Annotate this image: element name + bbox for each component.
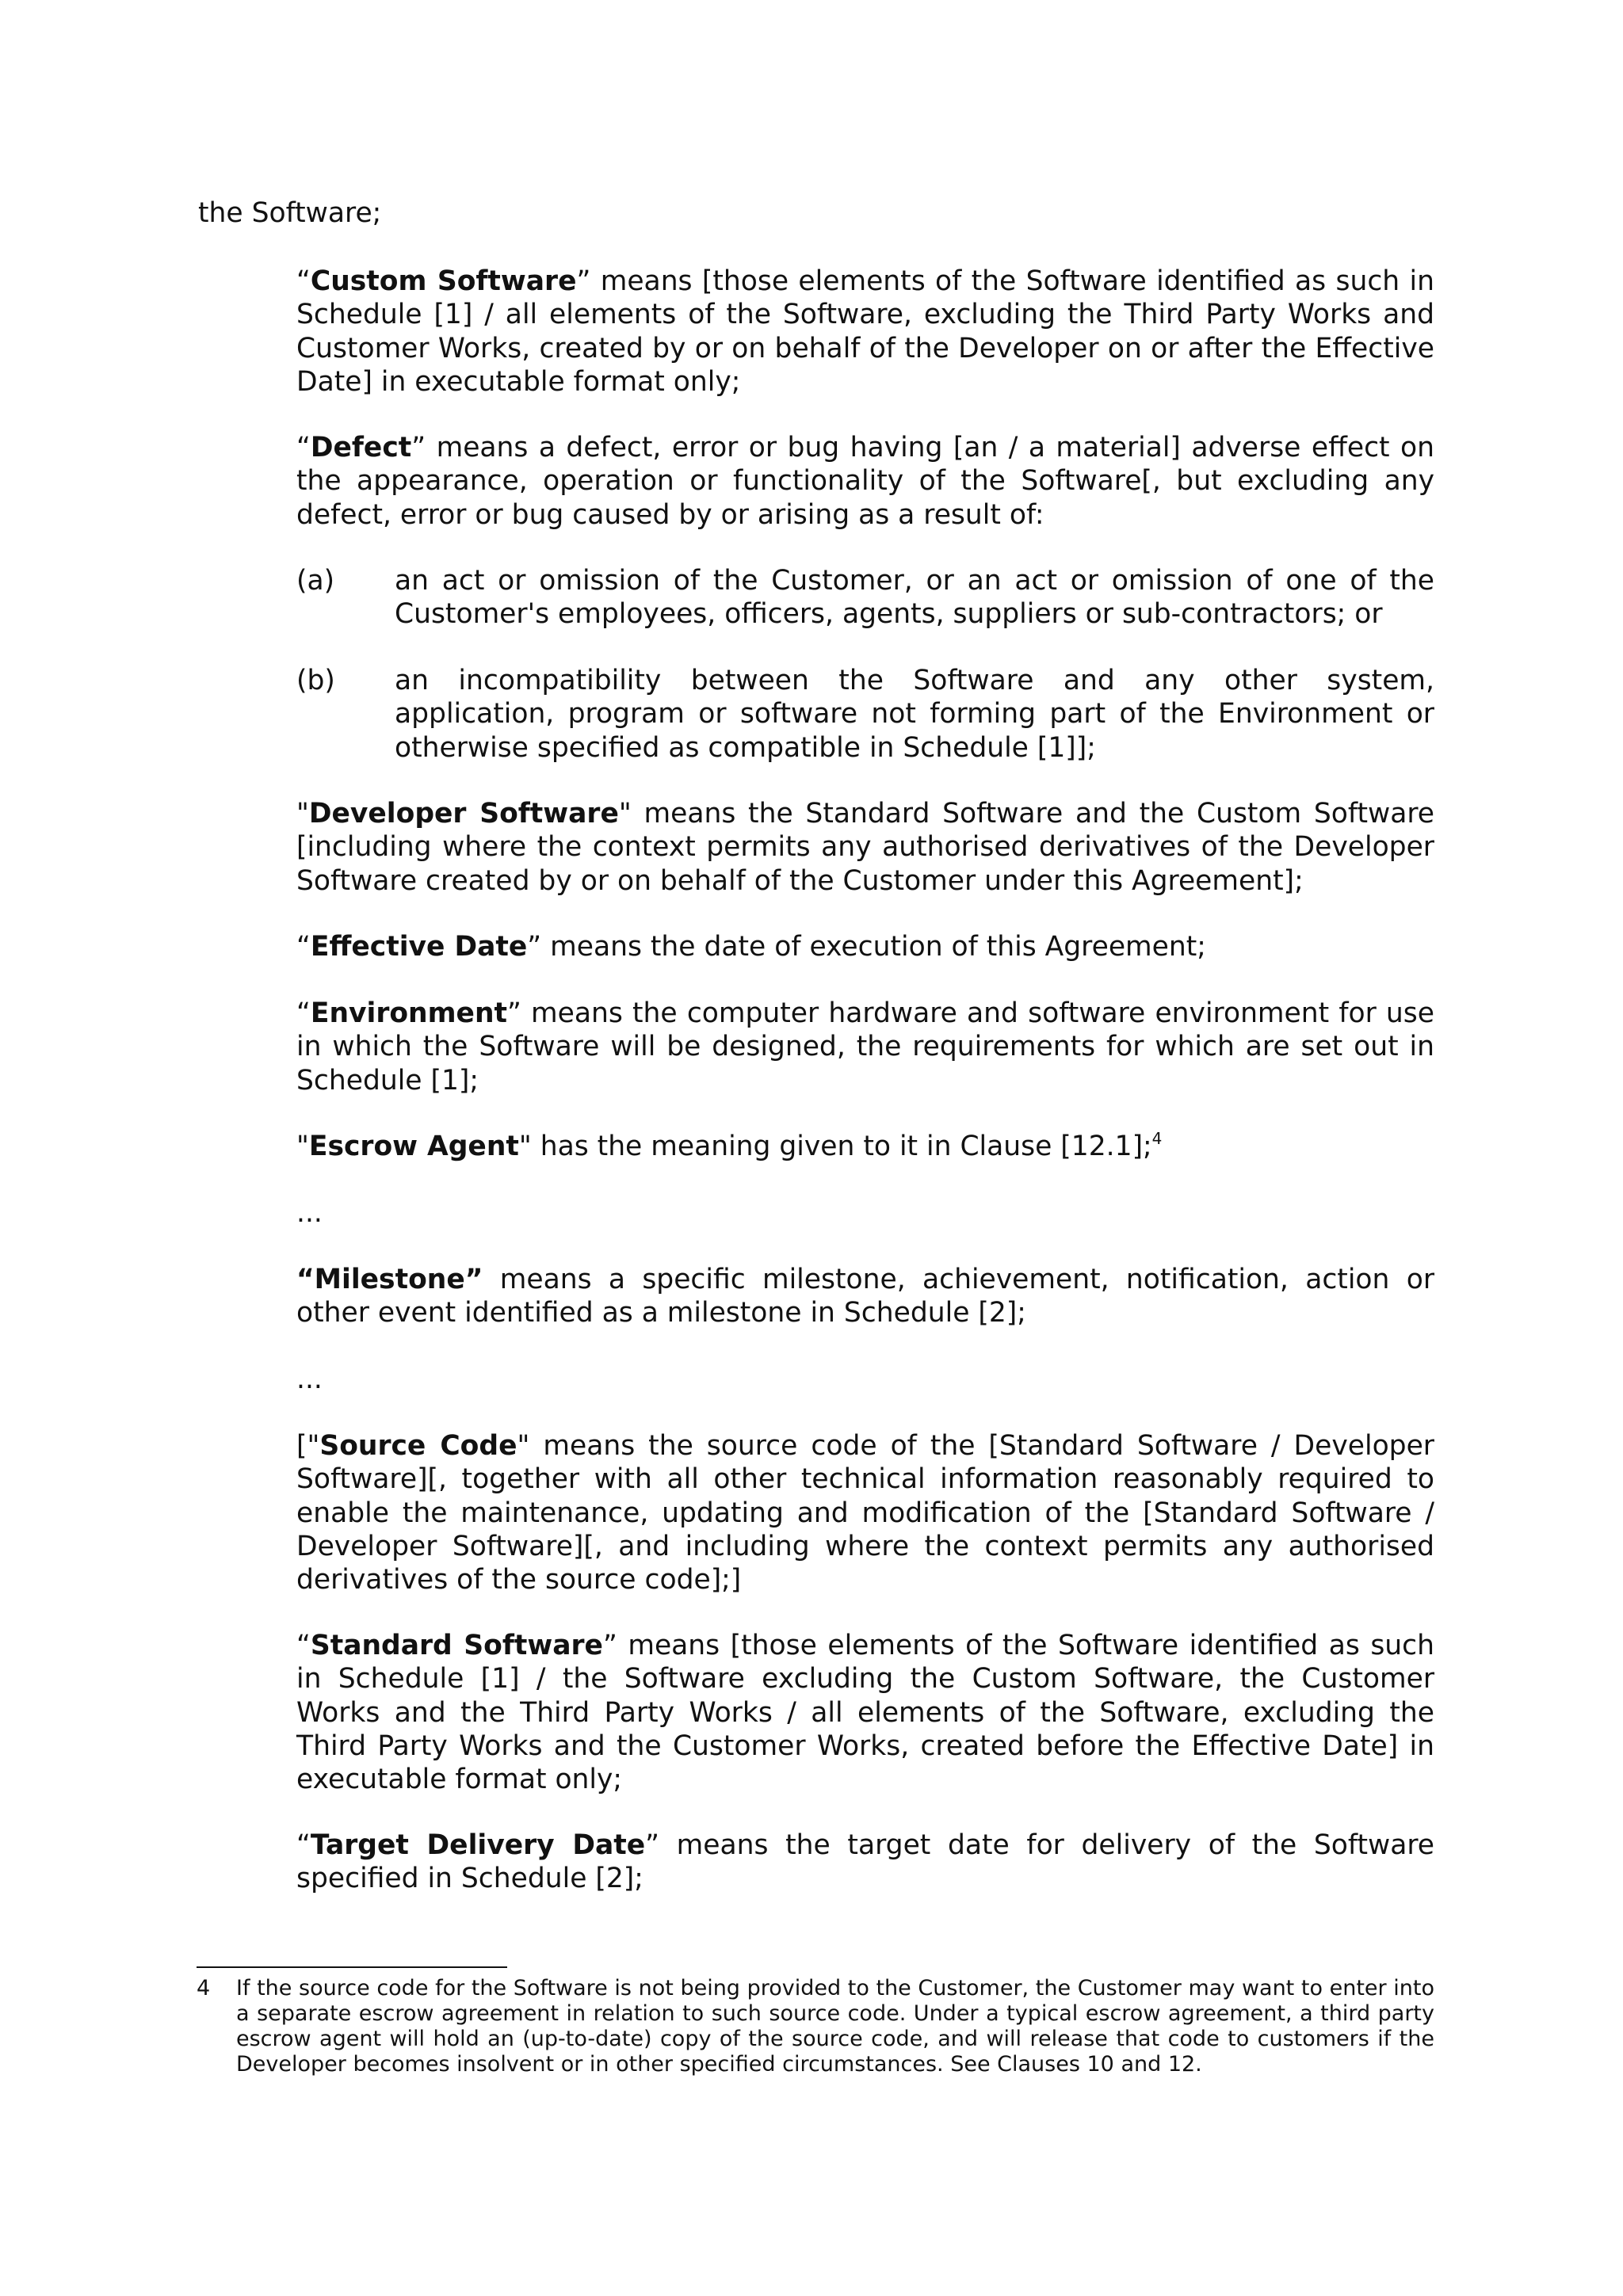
footnote-reference: 4 (1151, 1128, 1163, 1148)
ellipsis: ... (296, 1197, 323, 1229)
continuation-text: the Software; (198, 197, 382, 229)
footnote-text: If the source code for the Software is not being provided to the Customer, the Customer may want to enter into a separate escrow agreement in relation to such source code. Under a typical escrow agreement, a third party escrow agent will hold an (up-to-date) copy of the source code, and will release that code to customers if the Developer becomes insolvent or in other specified circumstances. See Clauses 10 and 12. (236, 1976, 1434, 2077)
term: Escrow Agent (308, 1131, 519, 1162)
term: Defect (310, 432, 412, 463)
definition-target-delivery-date: “Target Delivery Date” means the target date for delivery of the Software specified in Schedule [2]; (296, 1829, 1434, 1895)
term: Effective Date (310, 931, 528, 963)
footnote-separator (197, 1966, 507, 1968)
term: Target Delivery Date (310, 1829, 646, 1861)
term: Developer Software (308, 798, 619, 830)
definition-milestone: “Milestone” means a specific milestone, achievement, notification, action or other event identified as a milestone in Schedule [2]; (296, 1264, 1434, 1329)
definition-source-code: ["Source Code" means the source code of the [Standard Software / Developer Software][, together with all other technical information reasonably required to enable the maintenance, updating and modification of the [Standard Software / Developer Software][, and including where the context permits any authorised derivatives of the source code];] (296, 1430, 1434, 1596)
definition-environment: “Environment” means the computer hardware and software environment for use in which the Software will be designed, the requirements for which are set out in Schedule [1]; (296, 997, 1434, 1097)
term: “Milestone” (296, 1264, 483, 1295)
definition-effective-date: “Effective Date” means the date of execution of this Agreement; (296, 931, 1206, 963)
term: Custom Software (310, 265, 577, 297)
item-label: (a) (296, 565, 335, 597)
term: Source Code (319, 1430, 517, 1462)
item-text: an act or omission of the Customer, or an act or omission of one of the Customer's employees, officers, agents, suppliers or sub-contractors; or (395, 565, 1434, 631)
item-text: an incompatibility between the Software and any other system, application, program or software not forming part of the Environment or otherwise specified as compatible in Schedule [1]]; (395, 665, 1434, 764)
definition-escrow-agent: "Escrow Agent" has the meaning given to it in Clause [12.1];$^4$ (296, 1128, 1163, 1162)
definition-developer-software: "Developer Software" means the Standard Software and the Custom Software [including where the context permits any authorised derivatives of the Developer Software created by or on behalf of the Customer under this Agreement]; (296, 798, 1434, 897)
ellipsis: ... (296, 1363, 323, 1395)
definition-defect: “Defect” means a defect, error or bug having [an / a material] adverse effect on the appearance, operation or functionality of the Software[, but excluding any defect, error or bug caused by or arising as a result of: (296, 432, 1434, 531)
definition-standard-software: “Standard Software” means [those elements of the Software identified as such in Schedule [1] / the Software excluding the Custom Software, the Customer Works and the Third Party Works / all elements of the Software, excluding the Third Party Works and the Customer Works, created before the Effective Date] in executable format only; (296, 1630, 1435, 1796)
definition-custom-software: “Custom Software” means [those elements of the Software identified as such in Schedule [1] / all elements of the Software, excluding the Third Party Works and Customer Works, created by or on behalf of the Developer on or after the Effective Date] in executable format only; (296, 265, 1434, 398)
term: Standard Software (310, 1630, 603, 1661)
term: Environment (310, 997, 507, 1029)
footnote-number: 4 (197, 1976, 211, 2000)
item-label: (b) (296, 665, 335, 696)
